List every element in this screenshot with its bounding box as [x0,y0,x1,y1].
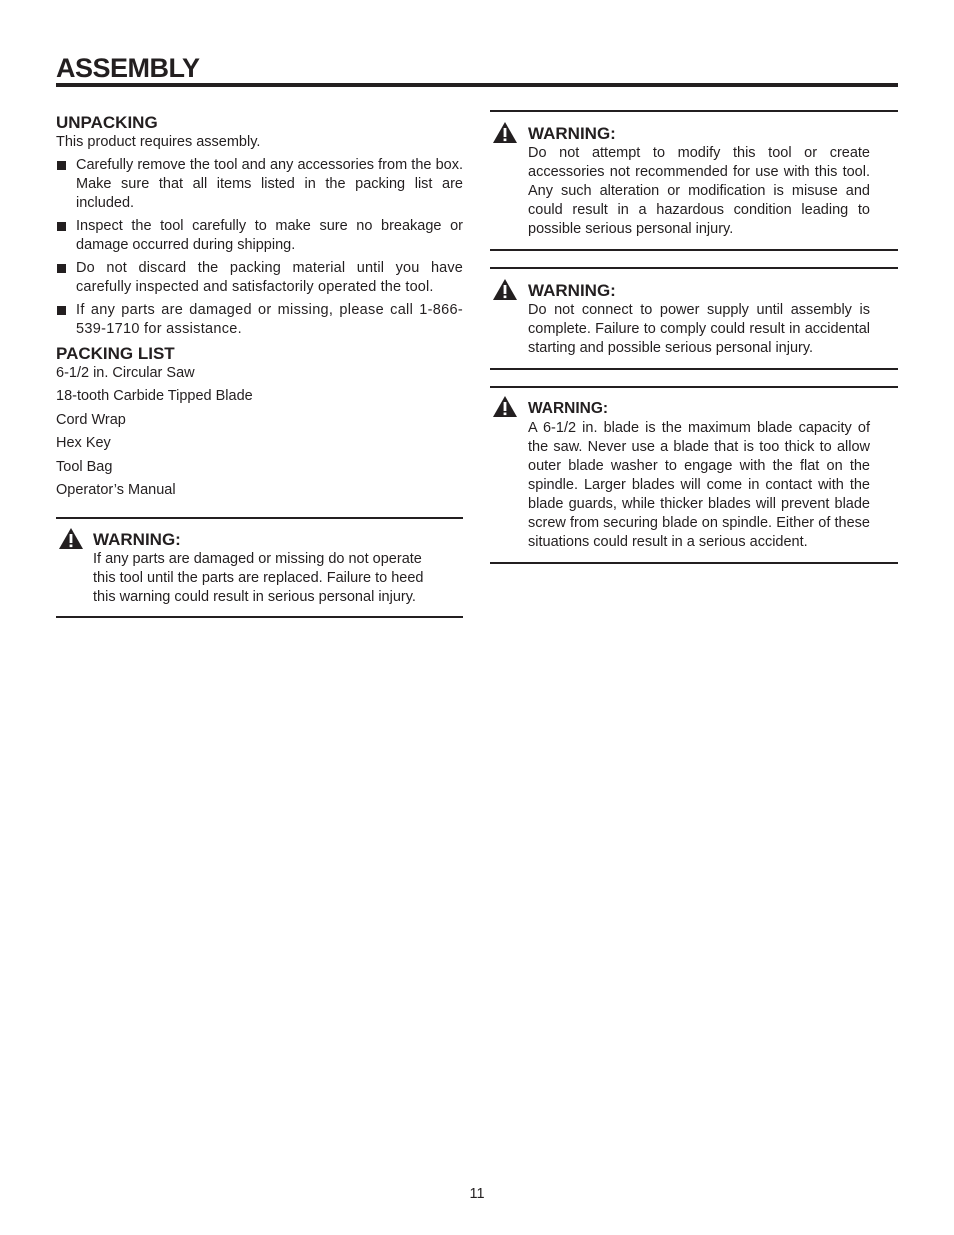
page-title: ASSEMBLY [56,53,200,83]
warning-text: A 6-1/2 in. blade is the maximum blade capacity of the saw. Never use a blade that is too thick to allow outer blade washer to engage with the flat on the spindle. Larger blades will come in contact with the blade guards, while thicker blades will prevent blade screw from securing blade on spindle. Either of these situations could result in a serious accident. [528,420,870,550]
packing-list-item: Operator’s Manual [56,481,176,498]
unpacking-bullet-text: Inspect the tool carefully to make sure no breakage or damage occurred during shipping. [76,218,463,253]
warning-text: Do not attempt to modify this tool or create accessories not recommended for use with this tool. Any such alteration or modification is misuse and could result in a hazardous condition leading to possible serious personal injury. [528,145,870,237]
warning-text: If any parts are damaged or missing do not operate this tool until the parts are replaced. Failure to heed this warning could result in serious personal injury. [93,550,424,605]
warning-text: Do not connect to power supply until assembly is complete. Failure to comply could result in accidental starting and possible serious personal injury. [528,302,870,356]
unpacking-bullet [56,259,463,297]
unpacking-bullet-text: If any parts are damaged or missing, please call 1-866-539-1710 for assistance. [76,302,463,337]
warning-triangle-icon [492,395,518,418]
square-bullet-icon [57,264,66,273]
unpacking-bullet-text: Carefully remove the tool and any accessories from the box. Make sure that all items listed in the packing list are included. [76,157,463,211]
unpacking-heading: UNPACKING [56,113,158,132]
warning-box [490,110,898,251]
warning-label: WARNING: [528,400,609,417]
warning-triangle-icon [58,527,84,550]
unpacking-bullet-list [56,156,463,339]
packing-list-item: Tool Bag [56,458,113,475]
warning-triangle-icon [492,121,518,144]
unpacking-bullet-text: Do not discard the packing material until you have carefully inspected and satisfactorily operated the tool. [76,260,463,295]
square-bullet-icon [57,222,66,231]
warning-label: WARNING: [528,281,616,300]
unpacking-bullet [56,217,463,255]
warning-label: WARNING: [93,529,181,549]
packing-list-item: 18-tooth Carbide Tipped Blade [56,388,253,405]
warning-box [56,517,463,618]
unpacking-bullet [56,301,463,339]
packing-list-item: Cord Wrap [56,411,126,428]
warning-box [490,267,898,370]
right-column [490,110,898,564]
packing-list [56,364,463,500]
unpacking-intro: This product requires assembly. [56,134,261,150]
packing-list-heading: PACKING LIST [56,344,175,363]
warning-box [490,386,898,564]
square-bullet-icon [57,306,66,315]
title-rule [56,83,898,87]
square-bullet-icon [57,161,66,170]
warning-label: WARNING: [528,124,616,143]
left-column [56,112,463,618]
page-number: 11 [469,1186,485,1202]
unpacking-bullet [56,156,463,213]
packing-list-item: Hex Key [56,435,111,452]
warning-triangle-icon [492,278,518,301]
packing-list-item: 6-1/2 in. Circular Saw [56,365,195,381]
